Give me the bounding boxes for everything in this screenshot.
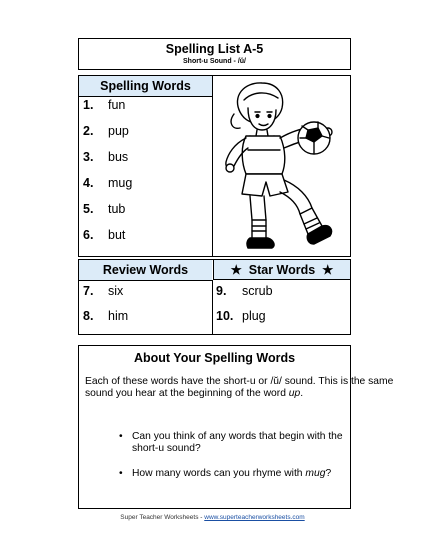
star-icon: ★ — [230, 263, 242, 277]
review-word: six — [108, 284, 124, 298]
column-divider — [212, 280, 213, 335]
star-words-heading: ★ Star Words ★ — [213, 260, 350, 280]
word-number: 3. — [83, 150, 94, 164]
about-question: Can you think of any words that begin with the short-u sound? — [132, 431, 343, 455]
about-paragraph: Each of these words have the short-u or /ŭ/ sound. This is the same sound you hear at the beginning of the word up. — [85, 376, 394, 400]
footer: Super Teacher Worksheets - www.superteacherworksheets.com — [120, 514, 305, 521]
spelling-word: but — [108, 228, 126, 242]
illustration-box — [212, 75, 351, 257]
spelling-word: bus — [108, 150, 129, 164]
word-number: 10. — [216, 309, 234, 323]
word-number: 7. — [83, 284, 94, 298]
spelling-word: fun — [108, 98, 126, 112]
about-box — [78, 345, 394, 509]
header-box — [78, 38, 351, 70]
spelling-word: tub — [108, 202, 126, 216]
spelling-words-box — [78, 75, 213, 257]
word-number: 2. — [83, 124, 94, 138]
spelling-word: mug — [108, 176, 133, 190]
word-number: 8. — [83, 309, 94, 323]
page-title: Spelling List A-5 — [165, 42, 264, 56]
bullet-mark: • — [119, 431, 123, 442]
word-number: 9. — [216, 284, 227, 298]
page-subtitle: Short-u Sound - /ŭ/ — [183, 58, 246, 65]
word-number: 6. — [83, 228, 94, 242]
spelling-word: pup — [108, 124, 129, 138]
star-word: scrub — [242, 284, 273, 298]
about-question: How many words can you rhyme with mug? — [132, 468, 332, 479]
review-words-heading: Review Words — [79, 260, 212, 281]
word-number: 5. — [83, 202, 94, 216]
about-title: About Your Spelling Words — [133, 351, 296, 365]
spelling-words-heading: Spelling Words — [79, 76, 212, 97]
review-word: him — [108, 309, 129, 323]
bullet-mark: • — [119, 468, 123, 479]
star-word: plug — [242, 309, 266, 323]
footer-link[interactable]: www.superteacherworksheets.com — [204, 514, 305, 521]
star-icon: ★ — [322, 263, 334, 277]
word-number: 1. — [83, 98, 94, 112]
word-number: 4. — [83, 176, 94, 190]
